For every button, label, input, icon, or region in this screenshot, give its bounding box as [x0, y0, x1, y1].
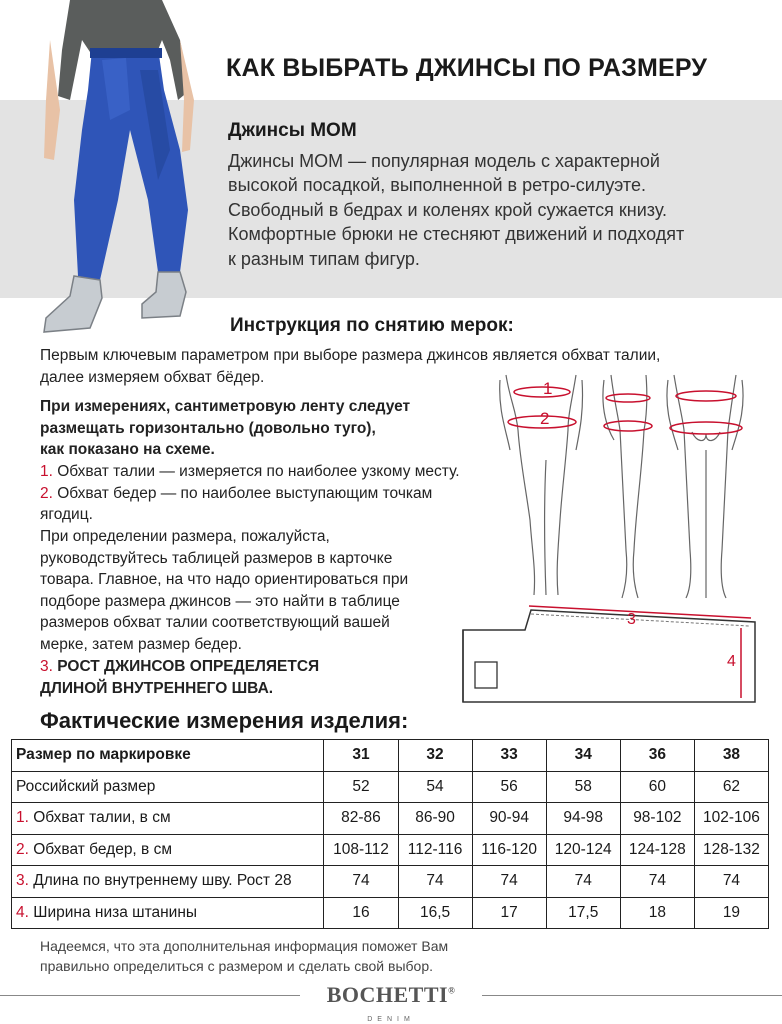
table-cell: 74: [694, 866, 768, 898]
mom-title: Джинсы MOM: [228, 120, 357, 141]
table-cell: 62: [694, 771, 768, 803]
row-label: [12, 834, 324, 866]
row-number: 2.: [16, 840, 29, 858]
step-number: 2.: [40, 484, 53, 502]
table-cell: 124-128: [620, 834, 694, 866]
mom-line: Джинсы MOM — популярная модель с характерной: [228, 151, 660, 171]
row-label: [12, 866, 324, 898]
inseam-line-2: ДЛИНОЙ ВНУТРЕННЕГО ШВА.: [40, 679, 274, 697]
inseam-line-1: [40, 656, 319, 678]
size-cell: 33: [472, 740, 546, 772]
table-cell: 52: [324, 771, 398, 803]
step-number: 3.: [40, 658, 53, 675]
row-number: 3.: [16, 872, 29, 890]
measure-step-1: [40, 461, 460, 483]
advice-line: мерке, затем размер бедер.: [40, 635, 242, 653]
footer-line: правильно определиться с размером и сделать свой выбор.: [40, 958, 433, 974]
table-cell: 90-94: [472, 803, 546, 835]
table-cell: 86-90: [398, 803, 472, 835]
table-cell: 16,5: [398, 897, 472, 929]
marker-2: 2: [540, 409, 550, 428]
table-header-row: [12, 740, 769, 772]
footer-note: [40, 936, 448, 976]
size-cell: 38: [694, 740, 768, 772]
mom-description: [228, 149, 748, 271]
table-row: [12, 771, 769, 803]
row-label: [12, 803, 324, 835]
size-table: [11, 739, 769, 929]
footer-line: Надеемся, что эта дополнительная информация поможет Вам: [40, 938, 449, 954]
jeans-inseam-scheme: [455, 600, 765, 710]
advice-line: руководствуйтесь таблицей размеров в карточке: [40, 549, 393, 567]
row-label-text: Обхват бедер, в см: [33, 840, 172, 858]
row-number: 4.: [16, 903, 29, 921]
table-cell: 82-86: [324, 803, 398, 835]
mom-line: высокой посадкой, выполненной в ретро-силуэте.: [228, 175, 646, 196]
brand-divider-right: [482, 995, 782, 996]
size-cell: 32: [398, 740, 472, 772]
mom-line: Комфортные брюки не стесняют движений и подходят: [228, 224, 685, 245]
size-cell: 31: [324, 740, 398, 772]
step-number: 1.: [40, 463, 53, 480]
note-line: как показано на схеме.: [40, 441, 215, 458]
table-cell: 58: [546, 771, 620, 803]
table-cell: 74: [620, 866, 694, 898]
size-cell: 36: [620, 740, 694, 772]
note-line: размещать горизонтально (довольно туго),: [40, 419, 376, 437]
table-row: [12, 803, 769, 835]
table-cell: 74: [324, 866, 398, 898]
table-cell: 120-124: [546, 834, 620, 866]
brand-sub: DENIM: [367, 1016, 415, 1023]
body-measurement-figures: [496, 370, 746, 610]
brand-name: BOCHETTI: [326, 982, 449, 1007]
step-text-cont: ягодиц.: [40, 506, 93, 523]
table-cell: 128-132: [694, 834, 768, 866]
table-cell: 74: [546, 866, 620, 898]
table-row: [12, 834, 769, 866]
row-number: 1.: [16, 809, 29, 827]
table-row: [12, 897, 769, 929]
table-cell: 98-102: [620, 803, 694, 835]
marker-1: 1: [543, 379, 553, 398]
table-cell: 74: [398, 866, 472, 898]
row-label-text: Российский размер: [16, 777, 156, 795]
step-text: Обхват талии — измеряется по наиболее узкому месту.: [57, 463, 460, 480]
step-text: Обхват бедер — по наиболее выступающим точкам: [57, 484, 433, 502]
measure-step-2: [40, 483, 460, 505]
table-cell: 19: [694, 897, 768, 929]
inseam-note: [40, 656, 319, 699]
table-cell: 94-98: [546, 803, 620, 835]
advice-line: товара. Главное, на что надо ориентироваться при: [40, 571, 409, 588]
table-cell: 74: [472, 866, 546, 898]
size-advice: [40, 526, 408, 655]
header-label: Размер по маркировке: [12, 740, 324, 772]
instructions-title: Инструкция по снятию мерок:: [230, 315, 514, 336]
intro-line: Первым ключевым параметром при выборе размера джинсов является обхват талии,: [40, 347, 661, 364]
row-label-text: Обхват талии, в см: [33, 809, 171, 827]
row-label-text: Длина по внутреннему шву. Рост 28: [33, 872, 292, 890]
advice-line: подборе размера джинсов — это найти в таблице: [40, 592, 400, 610]
table-cell: 60: [620, 771, 694, 803]
intro-line: далее измеряем обхват бёдер.: [40, 368, 265, 386]
step-text: РОСТ ДЖИНСОВ ОПРЕДЕЛЯЕТСЯ: [57, 658, 320, 675]
row-label-text: Ширина низа штанины: [33, 903, 198, 921]
brand-logo: [300, 982, 482, 1008]
measure-steps: [40, 461, 460, 526]
instructions-bold-note: [40, 396, 410, 461]
table-cell: 56: [472, 771, 546, 803]
table-cell: 112-116: [398, 834, 472, 866]
advice-line: размеров обхват талии соответствующий вашей: [40, 614, 390, 631]
model-illustration: [30, 0, 200, 335]
table-cell: 102-106: [694, 803, 768, 835]
mom-line: к разным типам фигур.: [228, 248, 420, 269]
advice-line: При определении размера, пожалуйста,: [40, 528, 330, 545]
table-cell: 18: [620, 897, 694, 929]
page-title: КАК ВЫБРАТЬ ДЖИНСЫ ПО РАЗМЕРУ: [226, 54, 708, 82]
table-cell: 17: [472, 897, 546, 929]
table-cell: 16: [324, 897, 398, 929]
row-label: [12, 771, 324, 803]
measurements-title: Фактические измерения изделия:: [40, 708, 409, 733]
table-cell: 54: [398, 771, 472, 803]
table-cell: 108-112: [324, 834, 398, 866]
mom-line: Свободный в бедрах и коленях крой сужается книзу.: [228, 199, 668, 220]
brand-mark: ®: [448, 985, 456, 996]
table-cell: 17,5: [546, 897, 620, 929]
brand-divider-left: [0, 995, 300, 996]
row-label: [12, 897, 324, 929]
size-cell: 34: [546, 740, 620, 772]
table-row: [12, 866, 769, 898]
table-cell: 116-120: [472, 834, 546, 866]
marker-3: 3: [627, 611, 636, 628]
note-line: При измерениях, сантиметровую ленту следует: [40, 398, 411, 415]
marker-4: 4: [727, 653, 736, 670]
